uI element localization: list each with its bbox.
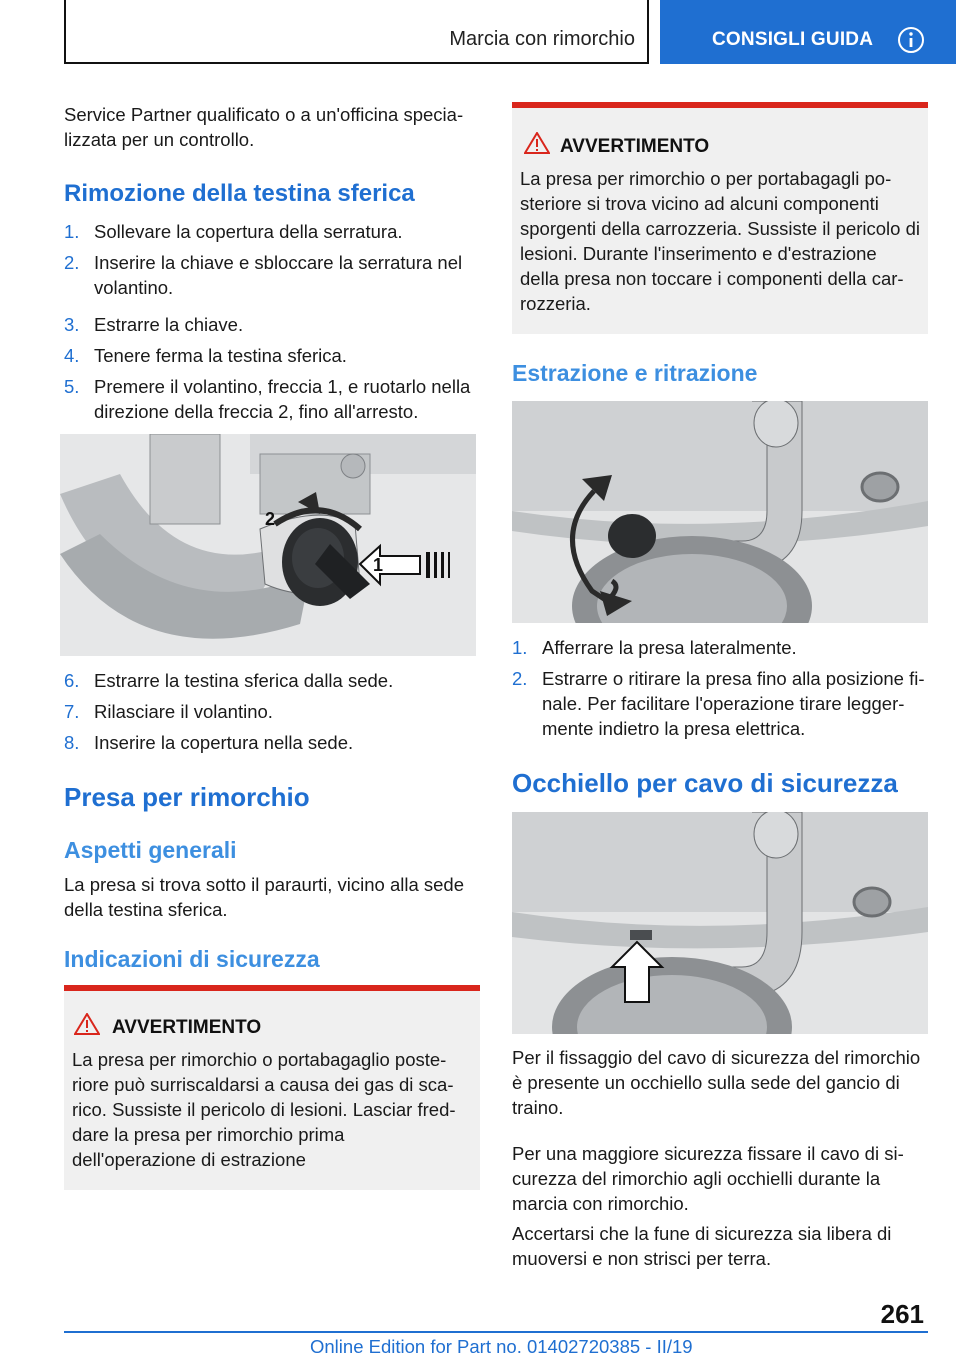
page-number: 261 bbox=[880, 1299, 924, 1329]
general-heading: Aspetti generali bbox=[64, 837, 237, 863]
header-section-title: Marcia con rimorchio bbox=[449, 28, 635, 50]
eyelet-paragraph-2: Per una maggiore sicurezza fissare il cavo di si-curezza del rimorchio agli occhielli durante la marcia con rimorchio. bbox=[512, 1143, 904, 1214]
socket-extraction-figure bbox=[512, 401, 928, 623]
left-column bbox=[64, 102, 480, 152]
warning-title: AVVERTIMENTO bbox=[112, 1017, 262, 1038]
list-item: 3. Estrarre la chiave. bbox=[64, 314, 244, 335]
eyelet-paragraph-3: Accertarsi che la fune di sicurezza sia libera di muoversi e non strisci per terra. bbox=[512, 1223, 892, 1269]
list-item: 1. Sollevare la copertura della serratura. bbox=[64, 221, 403, 242]
list-item: 7. Rilasciare il volantino. bbox=[64, 701, 273, 722]
eyelet-heading: Occhiello per cavo di sicurezza bbox=[512, 768, 898, 798]
handwheel-figure bbox=[60, 434, 476, 656]
eyelet-illustration bbox=[512, 812, 928, 1034]
removal-steps bbox=[64, 219, 480, 424]
info-icon bbox=[897, 26, 925, 54]
list-item: 8. Inserire la copertura nella sede. bbox=[64, 732, 354, 753]
warning-triangle-icon bbox=[524, 132, 550, 154]
list-item: 1. Afferrare la presa lateralmente. bbox=[512, 637, 797, 658]
handwheel-illustration bbox=[60, 434, 476, 656]
header-section-box bbox=[64, 0, 649, 64]
warning-text: La presa per rimorchio o portabagaglio poste-riore può surriscaldarsi a causa dei gas di sca-rico. Sussiste il pericolo di lesioni. Lasciar fred-dare la presa per rimorchio prima dell'operazione di estrazione bbox=[72, 1049, 456, 1170]
safety-heading: Indicazioni di sicurezza bbox=[64, 946, 320, 972]
arrow-1-label: 1 bbox=[373, 555, 384, 575]
header-chapter-tab[interactable] bbox=[660, 0, 956, 64]
socket-heading: Presa per rimorchio bbox=[64, 782, 310, 812]
extract-steps bbox=[512, 635, 928, 746]
warning-box-right bbox=[512, 102, 928, 334]
general-text: La presa si trova sotto il paraurti, vicino alla sede della testina sferica. bbox=[64, 874, 465, 920]
header-chapter-title: CONSIGLI GUIDA bbox=[712, 29, 874, 50]
removal-steps-continued bbox=[64, 668, 480, 761]
warning-text: La presa per rimorchio o per portabagagli po-steriore si trova vicino ad alcuni componenti sporgenti della carrozzeria. Sussiste il pericolo di lesioni. Durante l'inserimento e d'estrazione della presa non toccare i componenti della car-rozzeria. bbox=[520, 168, 920, 314]
list-item: 2. Estrarre o ritirare la presa fino alla posizione fi-nale. Per facilitare l'operazione tirare legger-mente indietro la presa elettrica. bbox=[512, 668, 925, 739]
list-item: 6. Estrarre la testina sferica dalla sede. bbox=[64, 670, 394, 691]
warning-box-left bbox=[64, 985, 480, 1190]
extract-heading: Estrazione e ritrazione bbox=[512, 360, 758, 386]
arrow-2-label: 2 bbox=[265, 509, 276, 529]
socket-illustration bbox=[512, 401, 928, 623]
list-item: 2. Inserire la chiave e sbloccare la serratura nel volantino. bbox=[64, 252, 463, 298]
edition-footer: Online Edition for Part no. 01402720385 - II/19 bbox=[310, 1336, 693, 1357]
eyelet-paragraph-1: Per il fissaggio del cavo di sicurezza del rimorchio è presente un occhiello sulla sede del gancio di traino. bbox=[512, 1047, 921, 1118]
intro-text: Service Partner qualificato o a un'officina specia-lizzata per un controllo. bbox=[64, 104, 464, 150]
list-item: 5. Premere il volantino, freccia 1, e ruotarlo nella direzione della freccia 2, fino all'arresto. bbox=[64, 376, 471, 422]
list-item: 4. Tenere ferma la testina sferica. bbox=[64, 345, 347, 366]
footer-divider bbox=[64, 1331, 928, 1333]
warning-title: AVVERTIMENTO bbox=[560, 136, 710, 157]
warning-triangle-icon bbox=[74, 1013, 100, 1035]
removal-heading: Rimozione della testina sferica bbox=[64, 180, 415, 207]
eyelet-figure bbox=[512, 812, 928, 1034]
